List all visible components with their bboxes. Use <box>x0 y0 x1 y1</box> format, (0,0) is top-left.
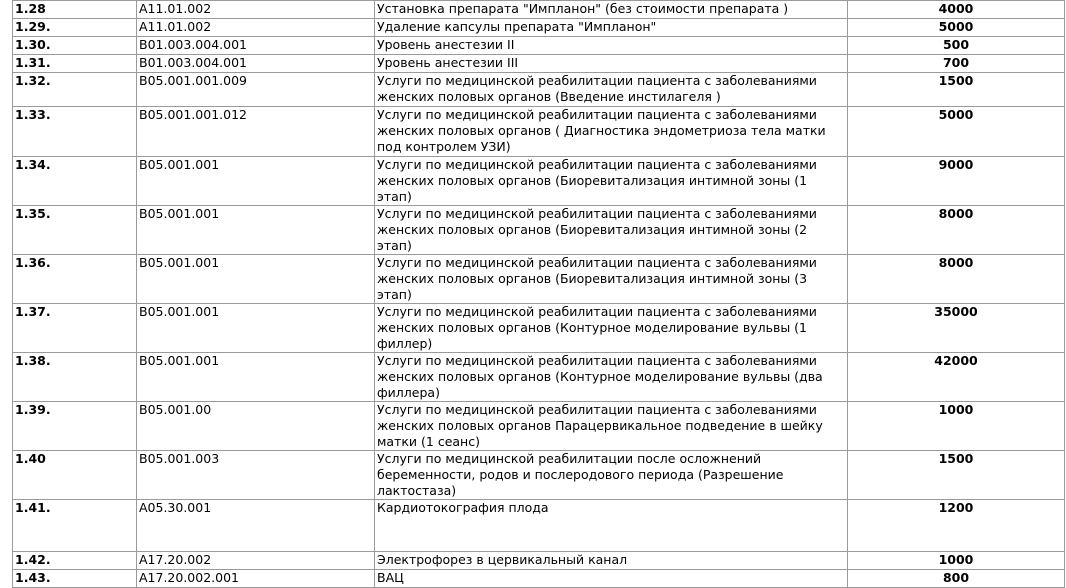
service-name: Услуги по медицинской реабилитации пациента с заболеваниями женских половых органов (Контурное моделирование вульвы (1 филлер) <box>375 304 848 353</box>
table-row <box>13 451 1065 500</box>
table-row <box>13 107 1065 157</box>
service-price: 5000 <box>848 107 1065 157</box>
service-price: 42000 <box>848 353 1065 402</box>
service-price: 4000 <box>848 1 1065 19</box>
row-number: 1.35. <box>13 206 137 255</box>
row-number: 1.32. <box>13 73 137 107</box>
row-number: 1.29. <box>13 19 137 37</box>
service-code: A05.30.001 <box>137 500 375 552</box>
row-number: 1.41. <box>13 500 137 552</box>
service-code: B01.003.004.001 <box>137 37 375 55</box>
service-name: Услуги по медицинской реабилитации пациента с заболеваниями женских половых органов ( Диагностика эндометриоза тела матки под контролем УЗИ) <box>375 107 848 157</box>
service-code: B05.001.001 <box>137 353 375 402</box>
service-price: 1500 <box>848 451 1065 500</box>
table-row <box>13 353 1065 402</box>
table-row <box>13 552 1065 570</box>
service-code: B05.001.001.012 <box>137 107 375 157</box>
table-row <box>13 304 1065 353</box>
row-number: 1.31. <box>13 55 137 73</box>
row-number: 1.40 <box>13 451 137 500</box>
service-code: B05.001.001 <box>137 255 375 304</box>
price-table <box>12 0 1065 588</box>
service-price: 9000 <box>848 157 1065 206</box>
service-name: Кардиотокография плода <box>375 500 848 552</box>
service-code: B05.001.001 <box>137 206 375 255</box>
service-name: Уровень анестезии III <box>375 55 848 73</box>
service-price: 1000 <box>848 552 1065 570</box>
table-row <box>13 37 1065 55</box>
table-row <box>13 255 1065 304</box>
table-row <box>13 157 1065 206</box>
price-list <box>12 0 1064 588</box>
service-price: 8000 <box>848 206 1065 255</box>
service-price: 800 <box>848 570 1065 588</box>
table-row <box>13 500 1065 552</box>
service-code: A17.20.002 <box>137 552 375 570</box>
table-row <box>13 402 1065 451</box>
service-code: B05.001.001 <box>137 157 375 206</box>
row-number: 1.34. <box>13 157 137 206</box>
table-row <box>13 206 1065 255</box>
service-code: B05.001.003 <box>137 451 375 500</box>
service-name: Услуги по медицинской реабилитации пациента с заболеваниями женских половых органов Парацервикальное подведение в шейку матки (1 сеанс) <box>375 402 848 451</box>
service-name: Услуги по медицинской реабилитации пациента с заболеваниями женских половых органов (Введение инстилагеля ) <box>375 73 848 107</box>
service-price: 5000 <box>848 19 1065 37</box>
service-name: ВАЦ <box>375 570 848 588</box>
service-price: 8000 <box>848 255 1065 304</box>
service-name: Уровень анестезии II <box>375 37 848 55</box>
row-number: 1.33. <box>13 107 137 157</box>
service-name: Услуги по медицинской реабилитации пациента с заболеваниями женских половых органов (Контурное моделирование вульвы (два филлера) <box>375 353 848 402</box>
service-name: Услуги по медицинской реабилитации пациента с заболеваниями женских половых органов (Биоревитализация интимной зоны (3 этап) <box>375 255 848 304</box>
table-row <box>13 55 1065 73</box>
table-row <box>13 1 1065 19</box>
service-price: 1500 <box>848 73 1065 107</box>
table-row <box>13 570 1065 588</box>
service-code: A11.01.002 <box>137 19 375 37</box>
service-code: B05.001.00 <box>137 402 375 451</box>
table-row <box>13 19 1065 37</box>
service-name: Установка препарата "Импланон" (без стоимости препарата ) <box>375 1 848 19</box>
service-price: 700 <box>848 55 1065 73</box>
service-code: B05.001.001.009 <box>137 73 375 107</box>
row-number: 1.36. <box>13 255 137 304</box>
service-code: A17.20.002.001 <box>137 570 375 588</box>
service-code: A11.01.002 <box>137 1 375 19</box>
service-name: Удаление капсулы препарата "Импланон" <box>375 19 848 37</box>
service-price: 35000 <box>848 304 1065 353</box>
table-row <box>13 73 1065 107</box>
service-name: Электрофорез в цервикальный канал <box>375 552 848 570</box>
row-number: 1.37. <box>13 304 137 353</box>
service-code: B05.001.001 <box>137 304 375 353</box>
row-number: 1.43. <box>13 570 137 588</box>
service-price: 500 <box>848 37 1065 55</box>
service-name: Услуги по медицинской реабилитации после осложнений беременности, родов и послеродового периода (Разрешение лактостаза) <box>375 451 848 500</box>
service-price: 1000 <box>848 402 1065 451</box>
row-number: 1.38. <box>13 353 137 402</box>
row-number: 1.30. <box>13 37 137 55</box>
row-number: 1.39. <box>13 402 137 451</box>
service-code: B01.003.004.001 <box>137 55 375 73</box>
row-number: 1.28 <box>13 1 137 19</box>
row-number: 1.42. <box>13 552 137 570</box>
service-name: Услуги по медицинской реабилитации пациента с заболеваниями женских половых органов (Биоревитализация интимной зоны (1 этап) <box>375 157 848 206</box>
service-name: Услуги по медицинской реабилитации пациента с заболеваниями женских половых органов (Биоревитализация интимной зоны (2 этап) <box>375 206 848 255</box>
service-price: 1200 <box>848 500 1065 552</box>
